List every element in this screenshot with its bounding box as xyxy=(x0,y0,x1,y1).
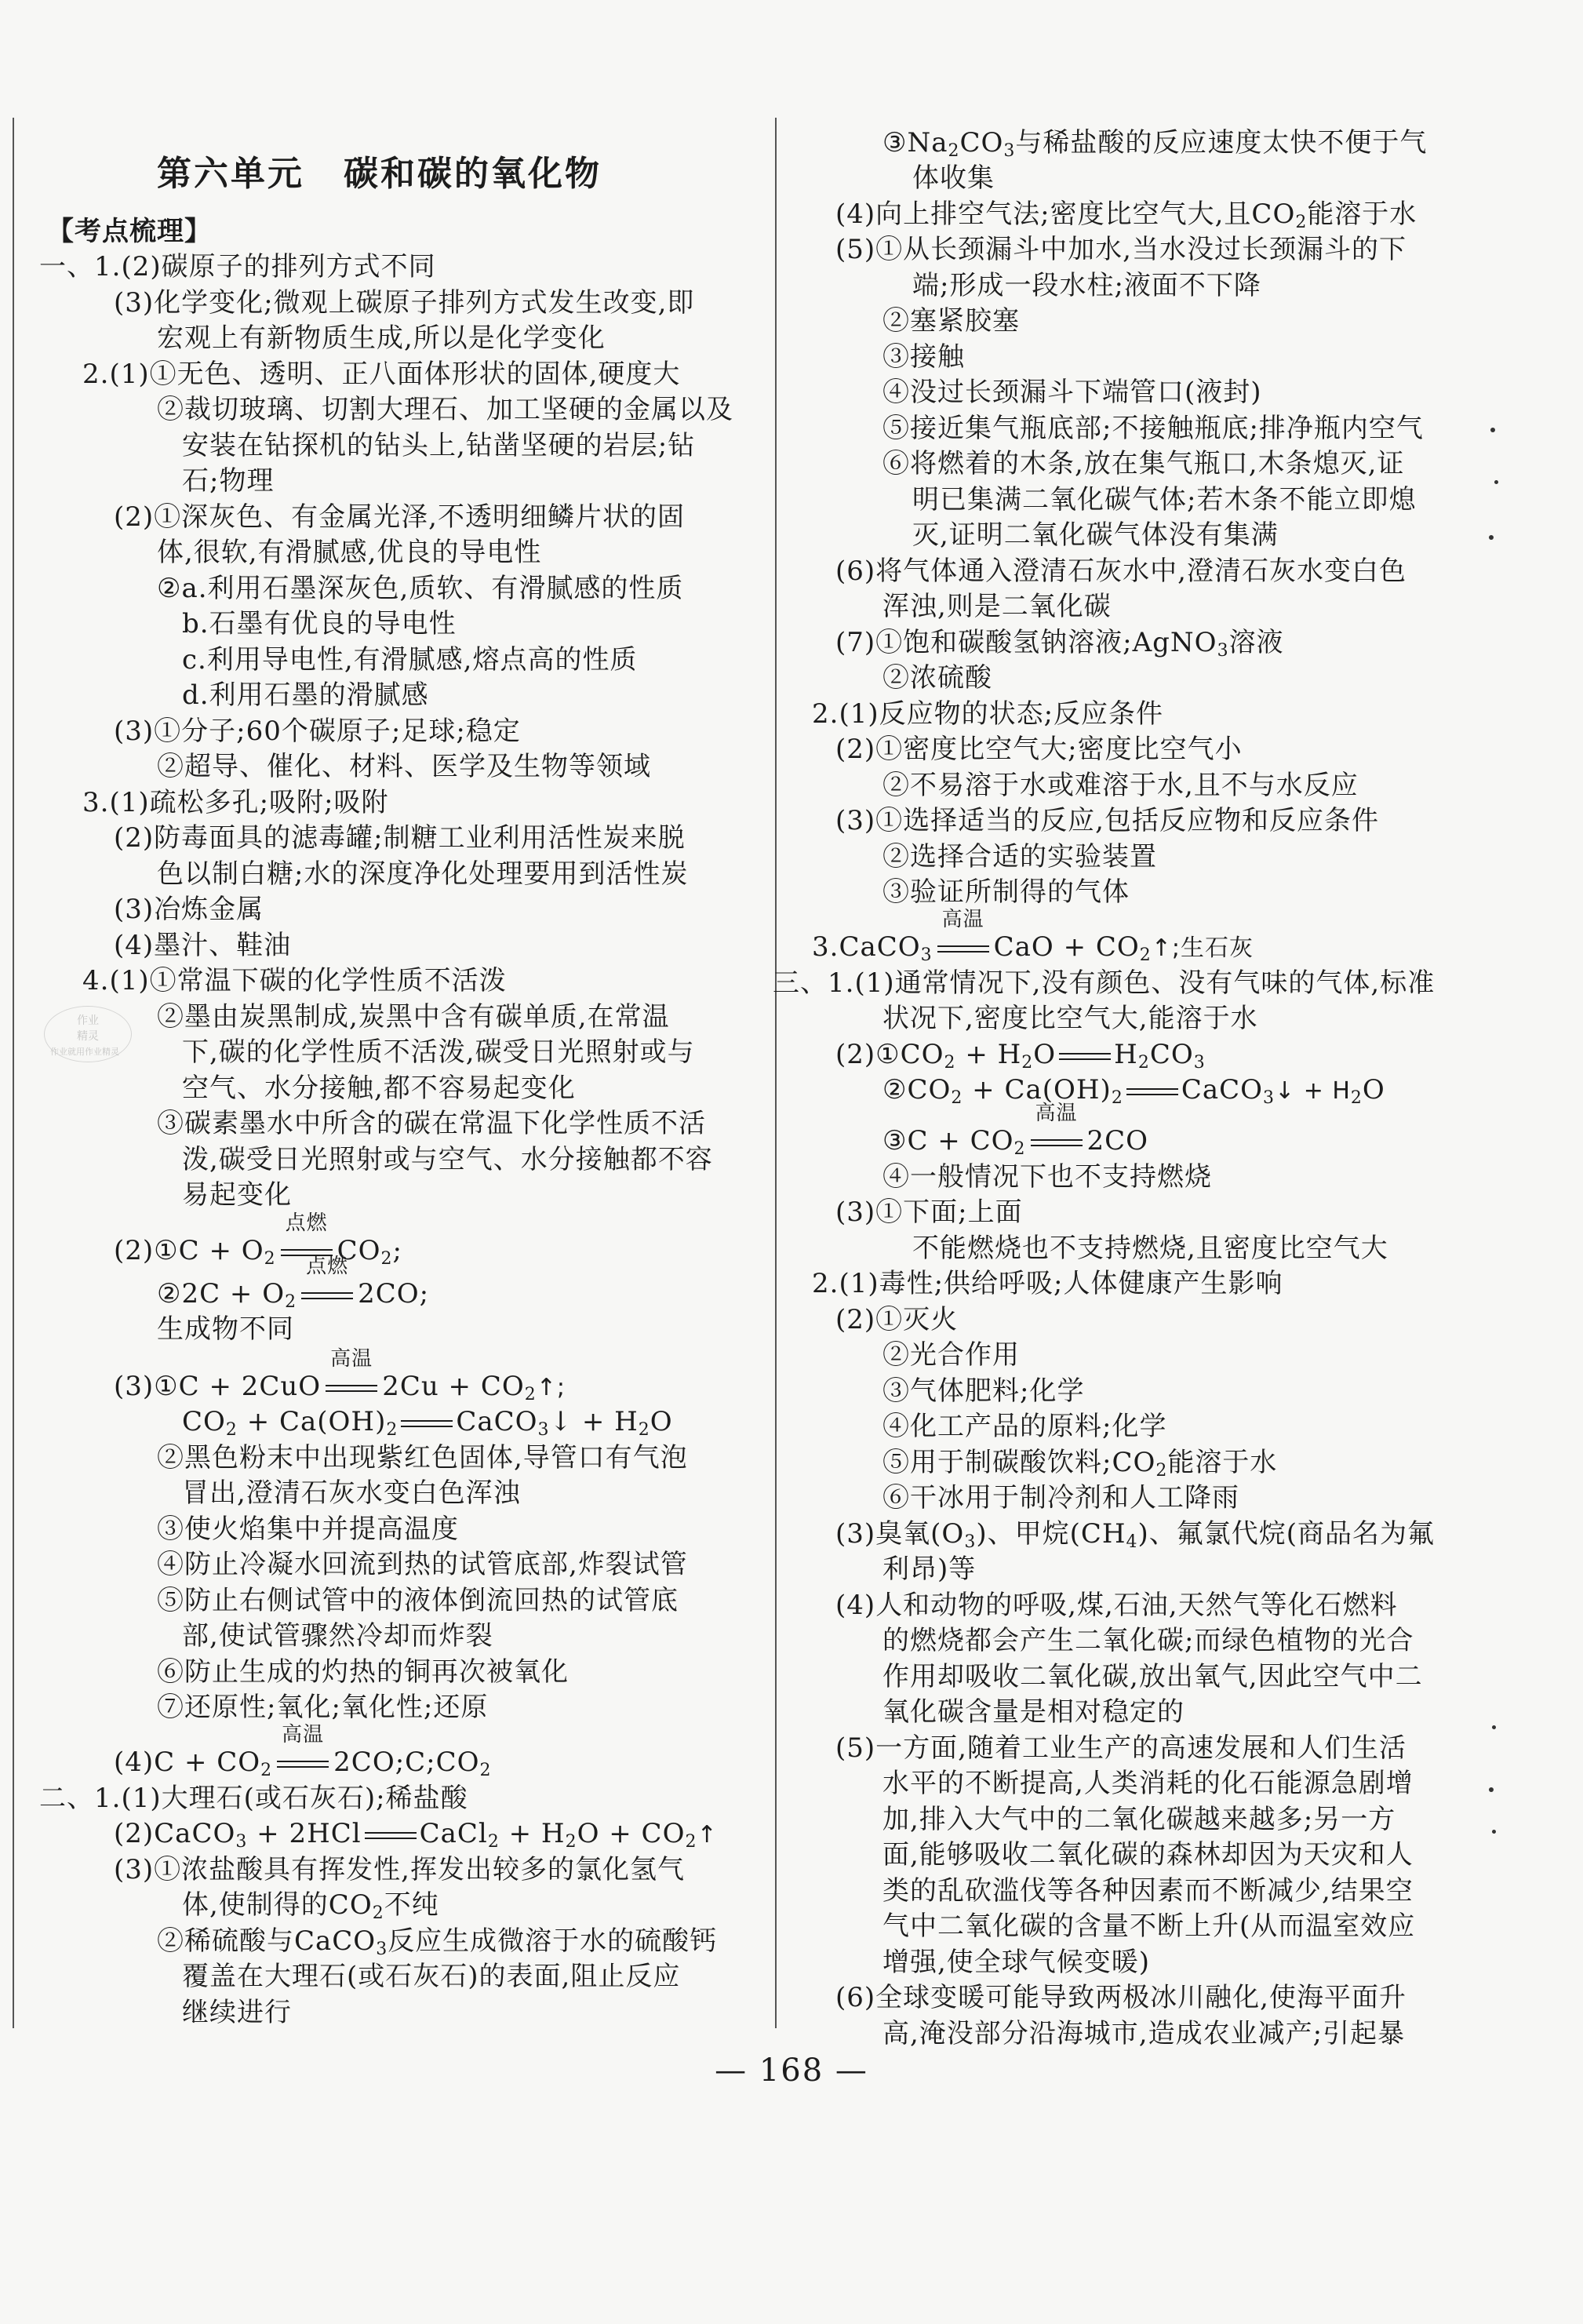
answer-line: 三、1.(1)通常情况下,没有颜色、没有气味的气体,标准 xyxy=(773,967,1436,999)
unit-topic: 碳和碳的氧化物 xyxy=(344,154,602,194)
equation-c-cuo: (3)①C + 2CuO 高温 $2Cu + CO_2↑$; xyxy=(114,1347,566,1404)
answer-line: ③碳素墨水中所含的碳在常温下化学性质不活 xyxy=(157,1108,706,1139)
answer-line: 安装在钻探机的钻头上,钻凿坚硬的岩层;钻 xyxy=(182,430,696,461)
answer-line: 作用却吸收二氧化碳,放出氧气,因此空气中二 xyxy=(882,1661,1423,1692)
answer-line: 加,排入大气中的二氧化碳越来越多;另一方 xyxy=(882,1804,1396,1835)
answer-line: 一、1.(2)碳原子的排列方式不同 xyxy=(39,251,436,282)
answer-line: ③验证所制得的气体 xyxy=(882,876,1130,908)
answer-line: 浑浊,则是二氧化碳 xyxy=(882,591,1112,622)
equation-2c-o2-2co: ②2C + $O_2$ 点燃 2CO; xyxy=(157,1255,430,1312)
scan-speck xyxy=(1492,1725,1496,1729)
scan-speck xyxy=(1494,480,1498,484)
page-number: — 168 — xyxy=(715,2053,868,2089)
answer-line: ②塞紧胶塞 xyxy=(882,305,1020,337)
answer-line: ⑥防止生成的灼热的铜再次被氧化 xyxy=(157,1656,569,1688)
answer-line: ④防止冷凝水回流到热的试管底部,炸裂试管 xyxy=(157,1549,688,1580)
answer-line: 4.(1)①常温下碳的化学性质不活泼 xyxy=(82,965,507,996)
answer-line: 面,能够吸收二氧化碳的森林却因为天灾和人 xyxy=(882,1839,1414,1870)
answer-line: 色以制白糖;水的深度净化处理要用到活性炭 xyxy=(157,858,689,890)
answer-line: (6)将气体通入澄清石灰水中,澄清石灰水变白色 xyxy=(835,556,1407,587)
answer-line: (2)①密度比空气大;密度比空气小 xyxy=(835,734,1243,765)
answer-line: (3)①浓盐酸具有挥发性,挥发出较多的氯化氢气 xyxy=(114,1854,685,1885)
answer-line: d.利用石墨的滑腻感 xyxy=(182,679,429,711)
equation-co2-limewater: $CO_2 + Ca(OH)_2$ CaCO$_3$↓ + $H_2O$ xyxy=(182,1406,673,1440)
answer-line: ②选择合适的实验装置 xyxy=(882,841,1157,872)
answer-line: ②不易溶于水或难溶于水,且不与水反应 xyxy=(882,770,1359,801)
answer-line: 不能燃烧也不支持燃烧,且密度比空气大 xyxy=(912,1233,1388,1264)
scan-speck xyxy=(1492,1830,1496,1834)
answer-line: (6)全球变暖可能导致两极冰川融化,使海平面升 xyxy=(835,1982,1407,2013)
answer-line: 石;物理 xyxy=(182,465,275,497)
answer-line: (3)冶炼金属 xyxy=(114,894,264,925)
answer-line: ③接触 xyxy=(882,341,965,373)
answer-line: 类的乱砍滥伐等各种因素而不断减少,结果空 xyxy=(882,1875,1414,1907)
scan-speck xyxy=(1489,1787,1494,1792)
answer-line: 宏观上有新物质生成,所以是化学变化 xyxy=(157,322,606,354)
answer-line: (2)①灭火 xyxy=(835,1304,959,1335)
column-divider-rule xyxy=(775,118,777,2028)
answer-line: (5)①从长颈漏斗中加水,当水没过长颈漏斗的下 xyxy=(835,234,1407,265)
scan-speck xyxy=(1489,535,1494,540)
answer-line: 3.(1)疏松多孔;吸附;吸附 xyxy=(82,787,389,818)
answer-line: 空气、水分接触,都不容易起变化 xyxy=(182,1073,576,1104)
answer-line: 气中二氧化碳的含量不断上升(从而温室效应 xyxy=(882,1911,1416,1942)
answer-line: ②稀硫酸与CaCO$_3$反应生成微溶于水的硫酸钙 xyxy=(157,1925,718,1959)
answer-line: 部,使试管骤然冷却而炸裂 xyxy=(182,1620,493,1652)
answer-line: $③Na_2CO_3$与稀盐酸的反应速度太快不便于气 xyxy=(882,127,1428,161)
scan-speck xyxy=(1490,428,1495,432)
answer-line: ⑥将燃着的木条,放在集气瓶口,木条熄灭,证 xyxy=(882,448,1405,479)
answer-line: 体,很软,有滑腻感,优良的导电性 xyxy=(157,537,542,568)
answer-line: ⑥干冰用于制冷剂和人工降雨 xyxy=(882,1482,1239,1514)
answer-line: 利昂)等 xyxy=(882,1554,977,1585)
answer-line: (3)化学变化;微观上碳原子排列方式发生改变,即 xyxy=(114,287,695,319)
answer-line: 状况下,密度比空气大,能溶于水 xyxy=(882,1003,1258,1034)
answer-line: ⑤防止右侧试管中的液体倒流回热的试管底 xyxy=(157,1585,679,1616)
answer-line: ⑦还原性;氧化;氧化性;还原 xyxy=(157,1692,489,1723)
answer-line: (4)墨汁、鞋油 xyxy=(114,930,292,961)
equation-caco3-decompose: 3.CaCO$_3$ 高温 CaO + $CO_2↑$;生石灰 xyxy=(812,908,1254,965)
answer-line: ⑤用于制碳酸饮料$;CO_2$能溶于水 xyxy=(882,1447,1278,1481)
answer-line: 明已集满二氧化碳气体;若木条不能立即熄 xyxy=(912,484,1417,515)
answer-line: (3)臭氧$(O_3)$、甲烷$(CH_4)$、氟氯代烷(商品名为氟 xyxy=(835,1518,1436,1552)
answer-line: 继续进行 xyxy=(182,1997,292,2028)
answer-line: 增强,使全球气候变暖) xyxy=(882,1947,1151,1978)
answer-line: 体,使制得的$CO_2$不纯 xyxy=(182,1889,439,1923)
answer-line: 生成物不同 xyxy=(157,1313,294,1345)
answer-line: ②墨由炭黑制成,炭黑中含有碳单质,在常温 xyxy=(157,1001,670,1033)
answer-line: 体收集 xyxy=(912,162,995,194)
equation-c-co2: $(4)C + CO_2$ 高温 $2CO;C;CO_2$ xyxy=(114,1723,492,1780)
answer-line: ②超导、催化、材料、医学及生物等领域 xyxy=(157,751,651,782)
answer-line: c.利用导电性,有滑腻感,熔点高的性质 xyxy=(182,644,638,676)
answer-line: ③使火焰集中并提高温度 xyxy=(157,1514,459,1545)
answer-line: (2)①深灰色、有金属光泽,不透明细鳞片状的固 xyxy=(114,501,685,533)
equation-caco3-hcl: (2)CaCO$_3$ + 2HCl CaCl$_2$ + $H_2O$ + $CO_2↑$ xyxy=(114,1818,718,1852)
answer-line: 易起变化 xyxy=(182,1179,292,1211)
answer-line: 2.(1)①无色、透明、正八面体形状的固体,硬度大 xyxy=(82,359,681,390)
answer-line: (4)向上排空气法;密度比空气大,且$CO_2$能溶于水 xyxy=(835,199,1417,232)
section-header: 【考点梳理】 xyxy=(47,216,212,247)
answer-line: 下,碳的化学性质不活泼,碳受日光照射或与 xyxy=(182,1036,695,1068)
equation-co2-limewater-2: $②CO_2 + Ca(OH)_2$ CaCO$_3$↓ + $H_2O$ xyxy=(882,1074,1385,1108)
answer-line: (4)人和动物的呼吸,煤,石油,天然气等化石燃料 xyxy=(835,1590,1398,1621)
answer-line: 2.(1)反应物的状态;反应条件 xyxy=(812,698,1164,730)
left-margin-rule xyxy=(13,118,14,2028)
answer-line: 冒出,澄清石灰水变白色浑浊 xyxy=(182,1477,521,1509)
answer-line: 二、1.(1)大理石(或石灰石);稀盐酸 xyxy=(39,1783,468,1814)
answer-line: ③气体肥料;化学 xyxy=(882,1375,1085,1407)
answer-line: ②黑色粉末中出现紫红色固体,导管口有气泡 xyxy=(157,1442,688,1473)
equation-c-co2-2: ③C + $CO_2$ 高温 2CO xyxy=(882,1102,1149,1159)
answer-line: ④化工产品的原料;化学 xyxy=(882,1411,1167,1442)
answer-line: (5)一方面,随着工业生产的高速发展和人们生活 xyxy=(835,1732,1407,1764)
answer-line: (7)①饱和碳酸氢钠溶液;AgNO$_3$溶液 xyxy=(835,627,1284,661)
answer-line: 端;形成一段水柱;液面不下降 xyxy=(912,270,1261,301)
answer-line: 灭,证明二氧化碳气体没有集满 xyxy=(912,519,1279,551)
answer-line: 氧化碳含量是相对稳定的 xyxy=(882,1696,1185,1728)
answer-line: 水平的不断提高,人类消耗的化石能源急剧增 xyxy=(882,1768,1414,1799)
answer-line: 泼,碳受日光照射或与空气、水分接触都不容 xyxy=(182,1144,713,1175)
answer-line: (2)防毒面具的滤毒罐;制糖工业利用活性炭来脱 xyxy=(114,822,686,854)
answer-line: (3)①下面;上面 xyxy=(835,1197,1023,1228)
answer-line: ②a.利用石墨深灰色,质软、有滑腻感的性质 xyxy=(157,573,684,604)
answer-line: ②裁切玻璃、切割大理石、加工坚硬的金属以及 xyxy=(157,394,733,425)
answer-line: b.石墨有优良的导电性 xyxy=(182,608,457,639)
equation-co2-water: $(2)①CO_2 + H_2O$ $H_2CO_3$ xyxy=(835,1039,1206,1073)
watermark-stamp: 作业 精灵 作业就用作业精灵 xyxy=(28,1006,146,1069)
answer-line: 高,淹没部分沿海城市,造成农业减产;引起暴 xyxy=(882,2018,1406,2049)
answer-line: ④没过长颈漏斗下端管口(液封) xyxy=(882,377,1262,408)
equation-c-o2-co2: (2)①C + $O_2$ 点燃 $CO_2$; xyxy=(114,1211,402,1269)
answer-line: (3)①选择适当的反应,包括反应物和反应条件 xyxy=(835,805,1379,836)
answer-line: ②光合作用 xyxy=(882,1339,1020,1371)
answer-line: 2.(1)毒性;供给呼吸;人体健康产生影响 xyxy=(812,1268,1283,1299)
answer-line: ④一般情况下也不支持燃烧 xyxy=(882,1161,1212,1193)
answer-line: ②浓硫酸 xyxy=(882,662,992,694)
page-title xyxy=(157,145,602,195)
answer-line: ⑤接近集气瓶底部;不接触瓶底;排净瓶内空气 xyxy=(882,413,1424,444)
unit-number: 第六单元 xyxy=(157,154,304,194)
answer-line: 的燃烧都会产生二氧化碳;而绿色植物的光合 xyxy=(882,1625,1414,1656)
answer-line: (3)①分子;60个碳原子;足球;稳定 xyxy=(114,716,521,747)
answer-line: 覆盖在大理石(或石灰石)的表面,阻止反应 xyxy=(182,1961,681,1992)
